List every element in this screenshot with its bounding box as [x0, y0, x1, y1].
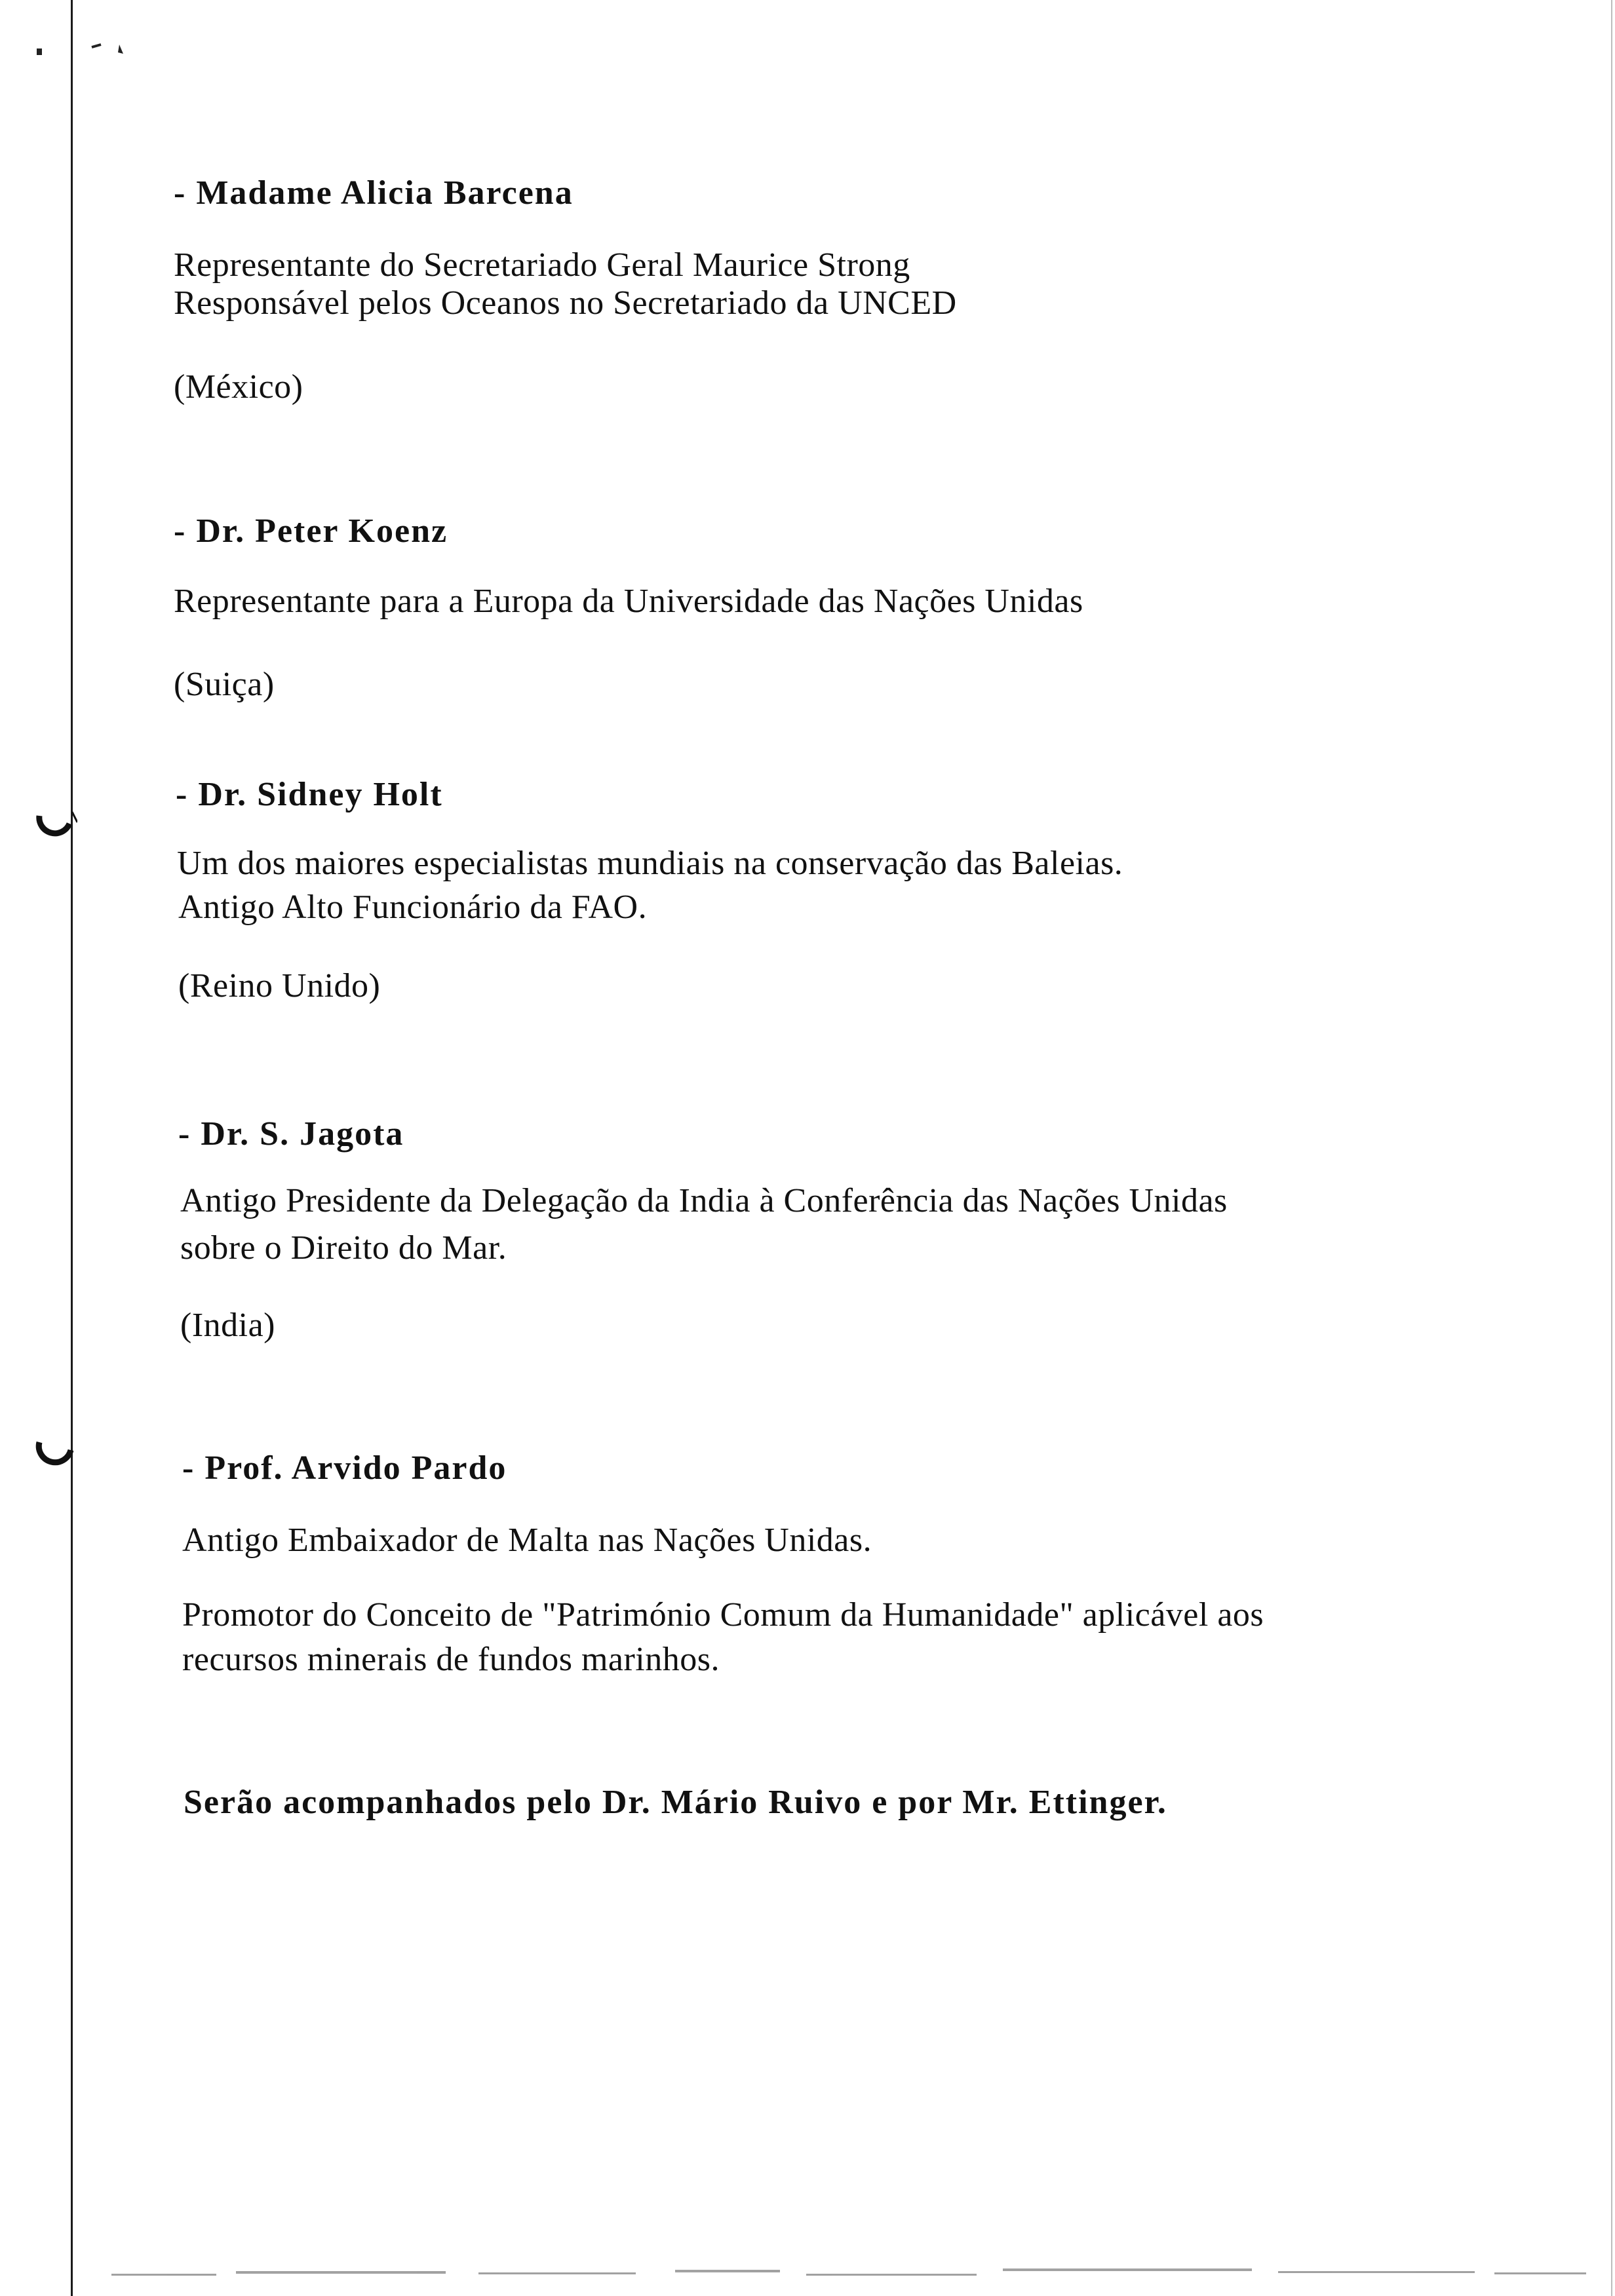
entry-description-line: Antigo Embaixador de Malta nas Nações Unidas. [182, 1521, 872, 1559]
entry-name: - Dr. Peter Koenz [174, 512, 448, 550]
scan-noise [85, 2254, 1593, 2287]
entry-description-line: Representante para a Europa da Universidade das Nações Unidas [174, 583, 1083, 620]
entry-name: - Madame Alicia Barcena [174, 174, 574, 212]
entry-description-line: Um dos maiores especialistas mundiais na conservação das Baleias. [177, 845, 1123, 882]
entry-description-line: Antigo Alto Funcionário da FAO. [178, 889, 648, 926]
entry-description-line: Representante do Secretariado Geral Maurice Strong [174, 246, 910, 284]
entry-name: - Dr. S. Jagota [178, 1115, 404, 1153]
entry-description-line: Antigo Presidente da Delegação da India à Conferência das Nações Unidas [180, 1182, 1228, 1219]
entry-description-line: Responsável pelos Oceanos no Secretariado da UNCED [174, 284, 957, 322]
entry-country: (Suiça) [174, 666, 275, 703]
page-edge [1611, 0, 1612, 2296]
entry-country: (Reino Unido) [178, 967, 381, 1004]
entry-country: (México) [174, 368, 303, 406]
entry-description-line: sobre o Direito do Mar. [180, 1229, 507, 1267]
entry-description-line: Promotor do Conceito de "Património Comum da Humanidade" aplicável aos [182, 1596, 1264, 1634]
punch-hole-icon [31, 803, 77, 849]
entry-description-line: recursos minerais de fundos marinhos. [182, 1641, 720, 1678]
closing-note: Serão acompanhados pelo Dr. Mário Ruivo e por Mr. Ettinger. [184, 1784, 1167, 1821]
scan-mark [33, 39, 138, 66]
entry-name: - Prof. Arvido Pardo [182, 1449, 507, 1487]
margin-line [71, 0, 73, 2296]
punch-hole-icon [31, 1432, 77, 1478]
entry-name: - Dr. Sidney Holt [176, 776, 443, 813]
entry-country: (India) [180, 1307, 275, 1344]
